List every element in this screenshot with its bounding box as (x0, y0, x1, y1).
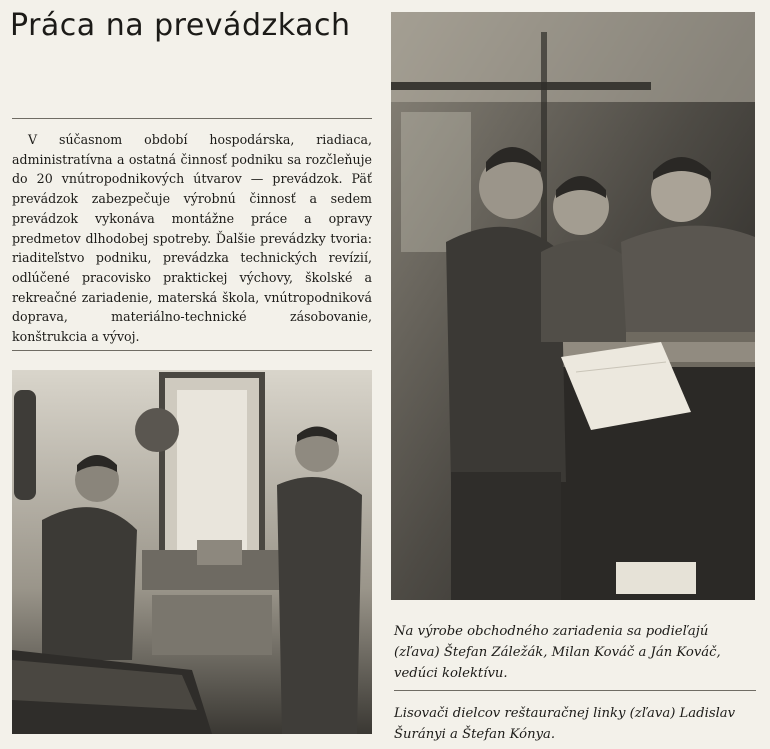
article-body: V súčasnom období hospodárska, riadiaca, administratívna a ostatná činnosť podniku sa rozčleňuje do 20 vnútropodnikových útvarov — prevádzok. Päť prevádzok zabezpečuje výrobnú činnosť a sedem prevádzok vykonáva montážne práce a opravy predmetov dlhodobej spotreby. Ďalšie prevádzky tvoria: riaditeľstvo podniku, prevádzka technických revízií, odlúčené pracovisko praktickej výchovy, školské a rekreačné zariadenie, materská škola, vnútropodniková doprava, materiálno-technické zásobovanie, konštrukcia a vývoj. (12, 132, 372, 345)
photo-press-operators (12, 370, 372, 734)
article-title: Práca na prevádzkach (10, 8, 351, 43)
caption-press-operators: Lisovači dielcov reštauračnej linky (zľava) Ladislav Šurányi a Štefan Kónya. (394, 706, 736, 742)
photo-production-team-image (391, 12, 755, 600)
caption-production-team: Na výrobe obchodného zariadenia sa podieľajú (zľava) Štefan Záležák, Milan Kováč a Ján Kováč, vedúci kolektívu. (394, 624, 721, 681)
photo-production-team (391, 12, 755, 600)
photo-press-operators-image (12, 370, 372, 734)
caption-rule (394, 690, 756, 691)
text-rule (12, 350, 372, 351)
title-rule (12, 118, 372, 119)
